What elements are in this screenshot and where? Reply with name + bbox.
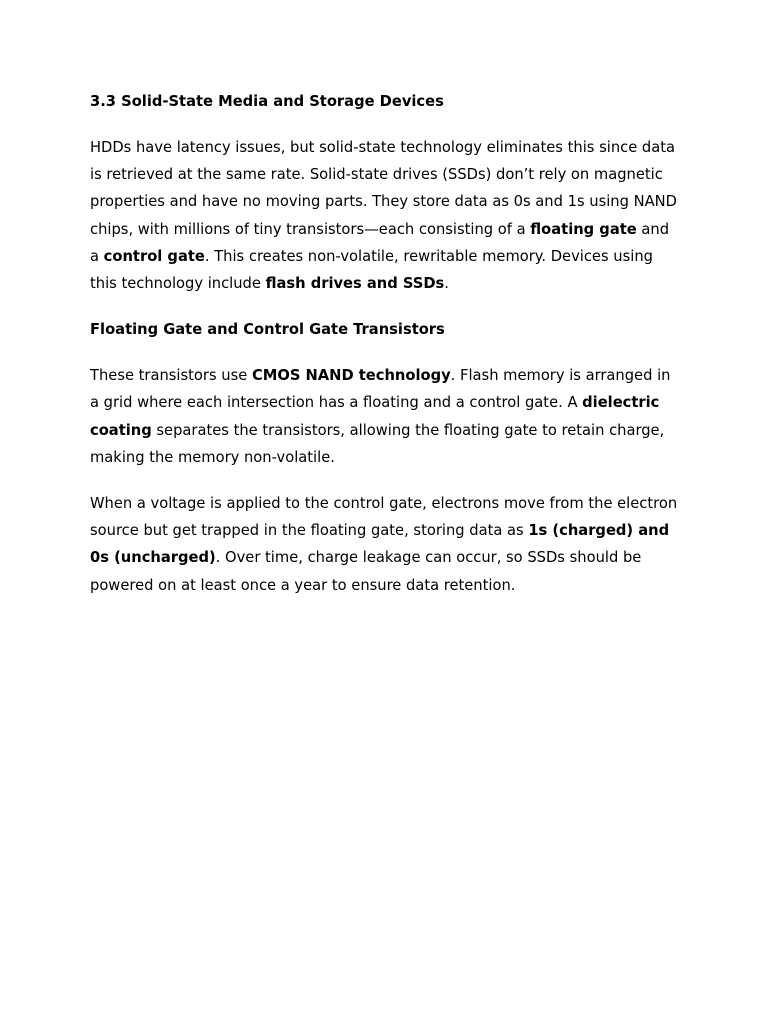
text-run: . xyxy=(444,275,449,293)
text-run: . Over time, charge leakage can occur, so SSDs should be powered on at least once a year to ensure data retention. xyxy=(90,549,642,594)
bold-term-control-gate: control gate xyxy=(103,247,205,265)
text-run: separates the transistors, allowing the floating gate to retain charge, making the memory non-volatile. xyxy=(90,421,665,466)
text-run: These transistors use xyxy=(90,367,252,385)
section-heading: 3.3 Solid-State Media and Storage Devices xyxy=(90,93,444,110)
document-page xyxy=(90,88,680,599)
text-run: . This creates non-volatile, rewritable memory. Devices using this technology include xyxy=(90,247,653,293)
text-run: HDDs have latency issues, but solid-state technology eliminates this since data is retrieved at the same rate. Solid-state drives (SSDs) don’t rely on magnetic properties and have no moving parts. They store data as 0s and 1s using NAND chips, with millions of tiny transistors—each consisting of a xyxy=(90,139,677,238)
paragraph-ssd-intro xyxy=(90,134,680,297)
text-run: and a xyxy=(90,220,670,265)
bold-term-cmos-nand: CMOS NAND technology xyxy=(251,367,451,385)
paragraph-transistors xyxy=(90,362,680,471)
text-run: When a voltage is applied to the control gate, electrons move from the electron source but get trapped in the floating gate, storing data as xyxy=(90,495,678,540)
bold-term-dielectric-coating: dielectric coating xyxy=(90,394,660,439)
bold-term-flash-drives: flash drives and SSDs xyxy=(265,275,445,293)
subheading: Floating Gate and Control Gate Transistors xyxy=(90,321,445,339)
text-run: . Flash memory is arranged in a grid where each intersection has a floating and a control gate. A xyxy=(90,367,671,412)
bold-term-charged-uncharged: 1s (charged) and 0s (uncharged) xyxy=(90,522,670,567)
bold-term-floating-gate: floating gate xyxy=(530,220,637,238)
paragraph-voltage xyxy=(90,490,680,599)
